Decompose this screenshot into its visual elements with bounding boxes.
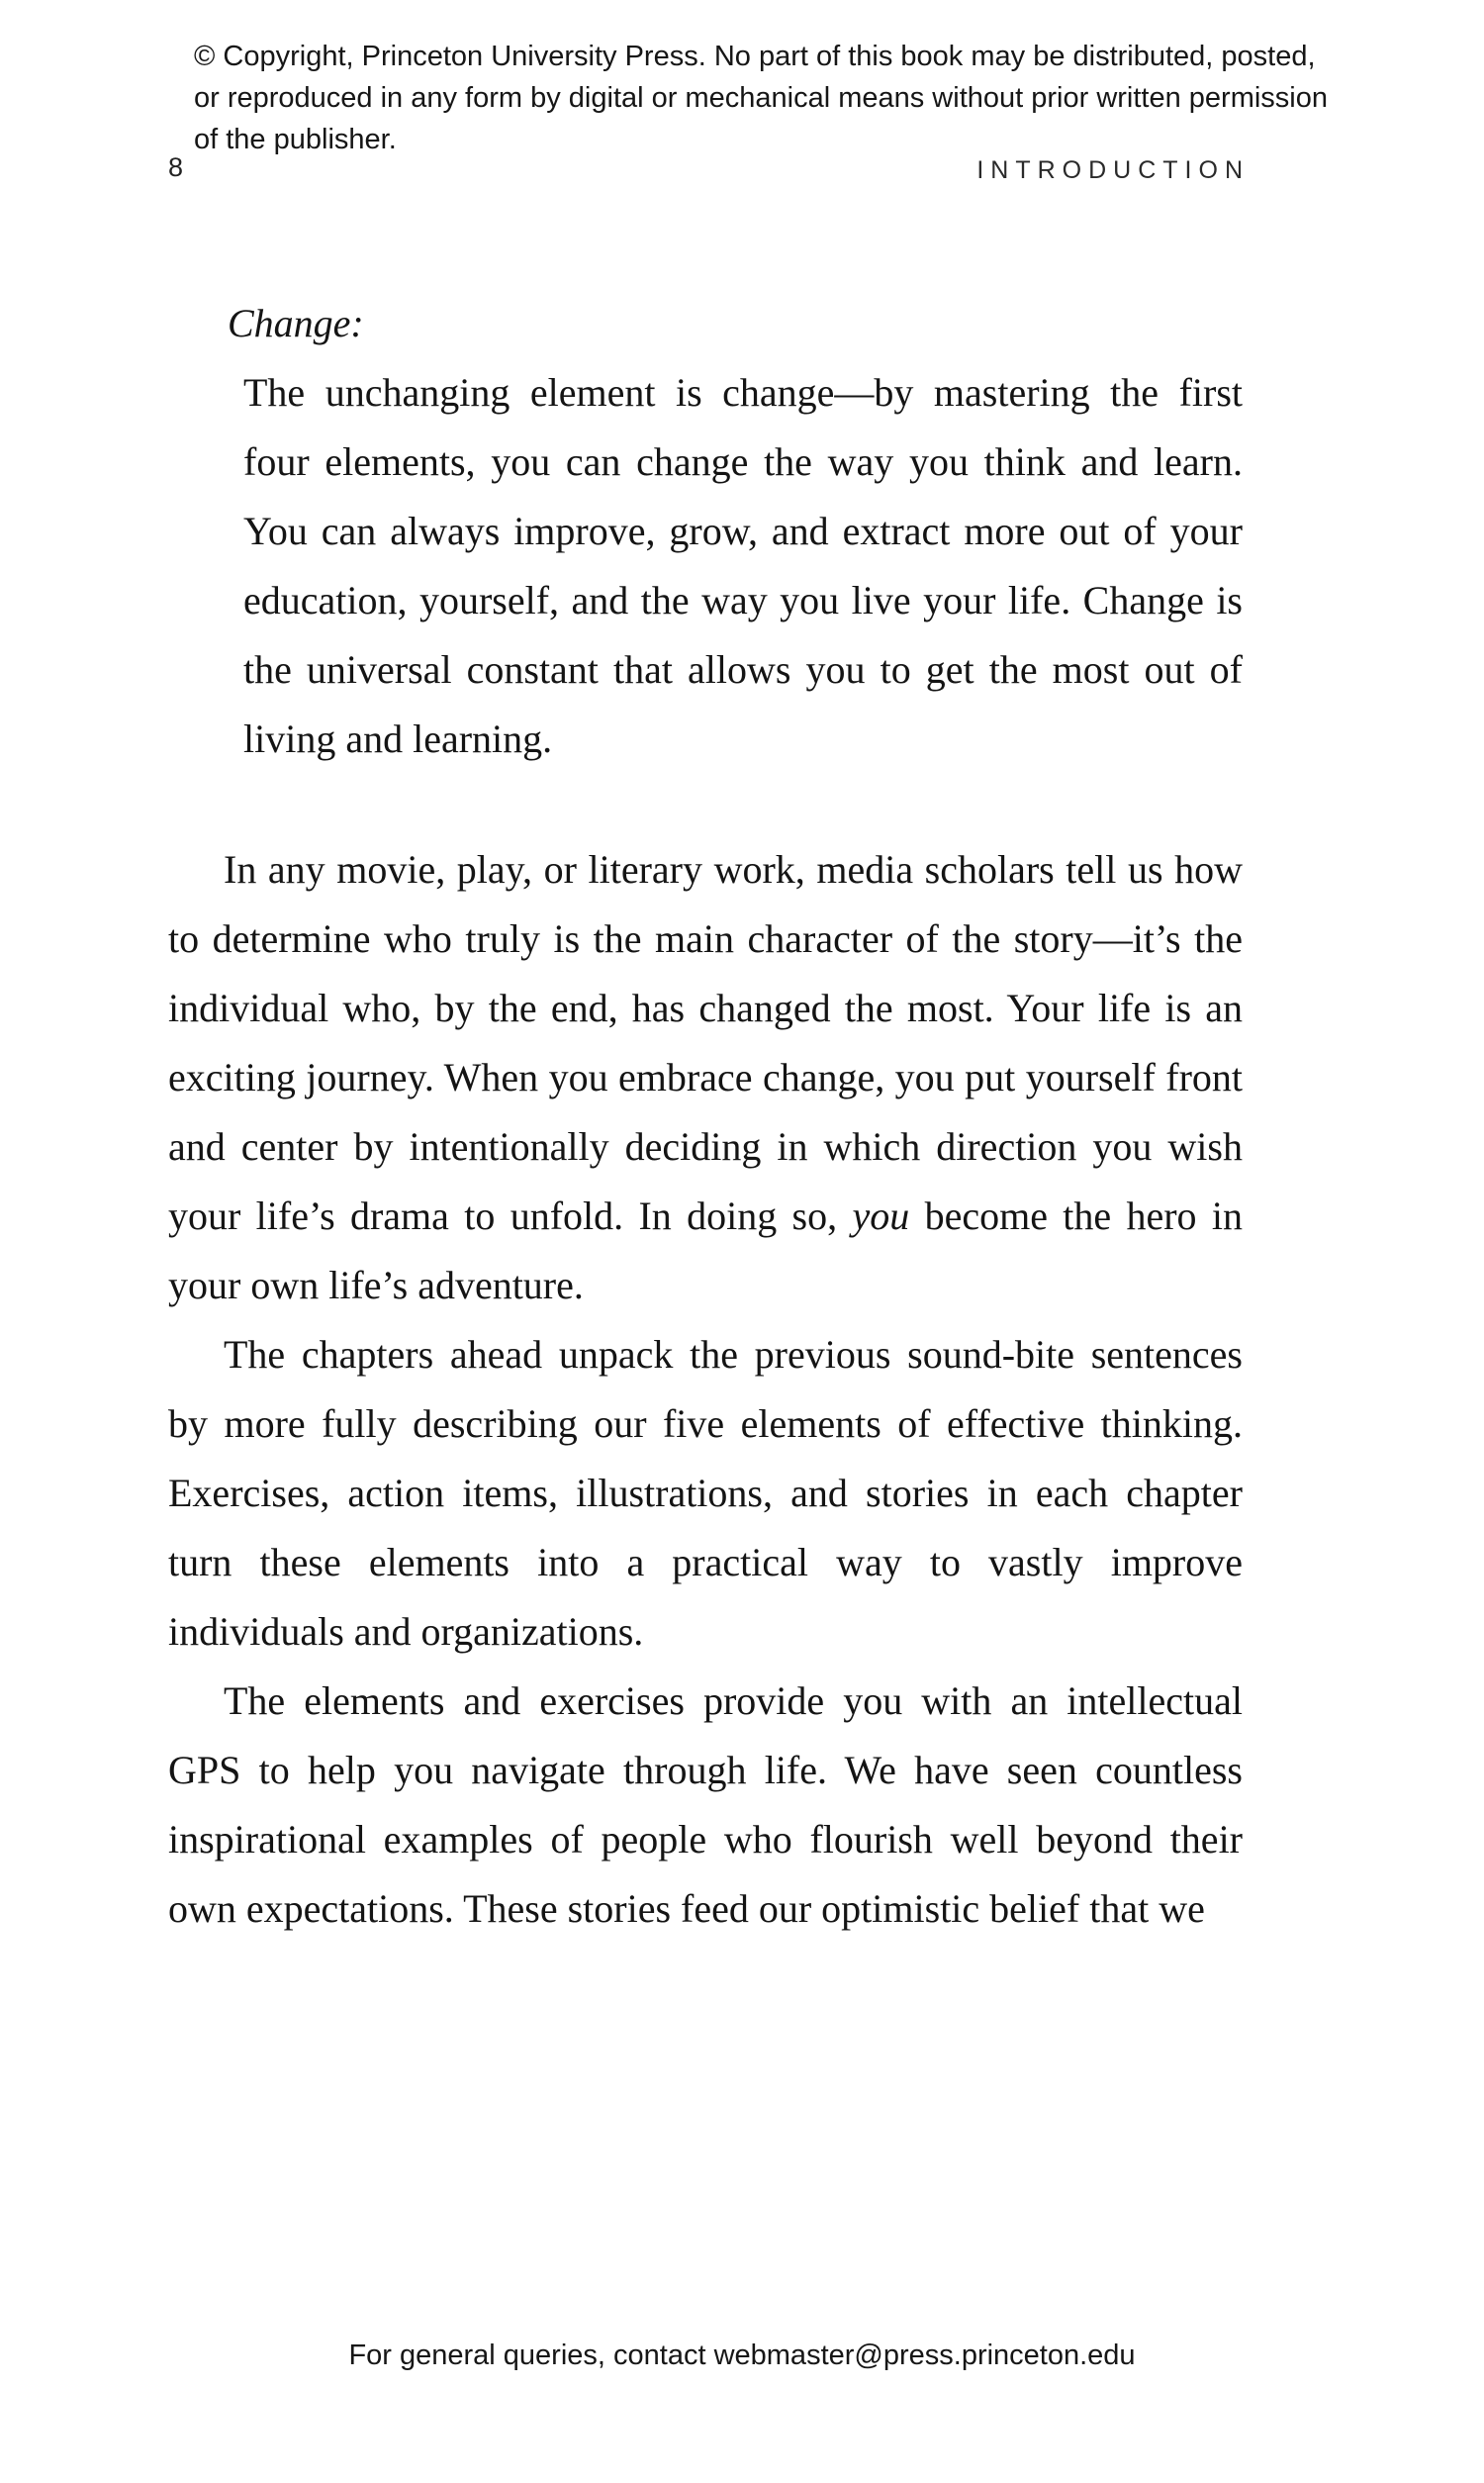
running-head bbox=[168, 150, 1250, 190]
paragraph-1-text-after: become the hero in your own life’s adventure. bbox=[168, 1194, 1243, 1307]
paragraph-2: The chapters ahead unpack the previous sound-bite sentences by more fully describing our five elements of effective thinking. Exercises, action items, illustrations, and stories in each chapter turn these elements into a practical way to vastly improve individuals and organizations. bbox=[168, 1332, 1243, 1654]
quote-label: Change: bbox=[228, 301, 364, 345]
running-head-title: INTRODUCTION bbox=[976, 156, 1250, 184]
paragraph-1 bbox=[168, 835, 1243, 1320]
footer-contact: For general queries, contact webmaster@press.princeton.edu bbox=[348, 2340, 1136, 2371]
page-number: 8 bbox=[168, 152, 184, 182]
page-body bbox=[168, 289, 1243, 1944]
paragraph-1-text-before: In any movie, play, or literary work, media scholars tell us how to determine who truly is the main character of the story—it’s the individual who, by the end, has changed the most. Your life is an exciting journey. When you embrace change, you put yourself front and center by intentionally deciding in which direction you wish your life’s drama to unfold. In doing so, bbox=[168, 847, 1243, 1238]
paragraph-3: The elements and exercises provide you with an intellectual GPS to help you navigate through life. We have seen countless inspirational examples of people who flourish well beyond their own expectations. These stories feed our optimistic belief that we bbox=[168, 1678, 1243, 1931]
block-quote: The unchanging element is change—by mastering the first four elements, you can change the way you think and learn. You can always improve, grow, and extract more out of your education, yourself, and the way you live your life. Change is the universal constant that allows you to get the most out of living and learning. bbox=[243, 370, 1243, 761]
copyright-notice: © Copyright, Princeton University Press. No part of this book may be distributed, posted, or reproduced in any form by digital or mechanical means without prior written permission of the publisher. bbox=[194, 41, 1329, 155]
paragraph-1-emphasis: you bbox=[852, 1194, 910, 1238]
